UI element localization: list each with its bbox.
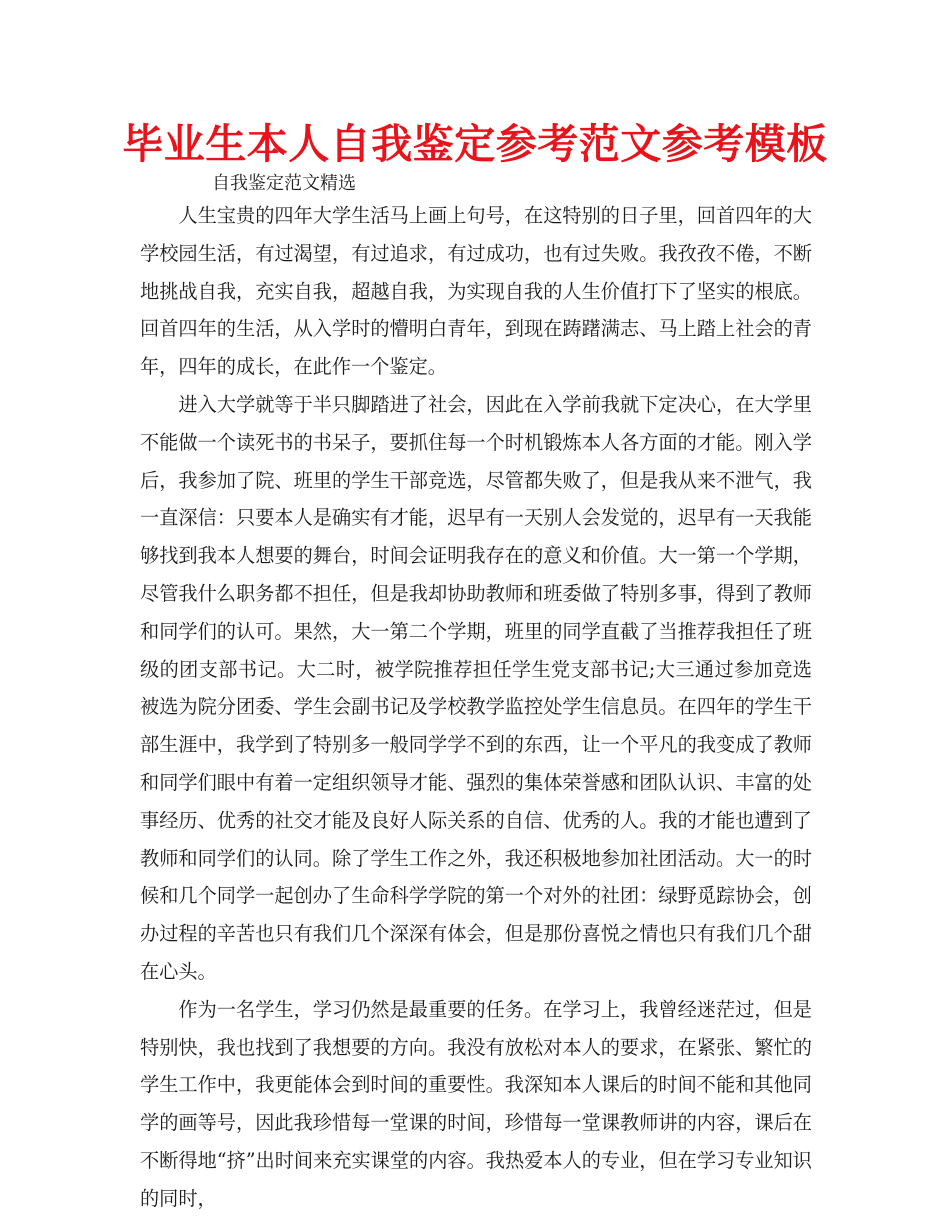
- paragraph-3: 作为一名学生，学习仍然是最重要的任务。在学习上，我曾经迷茫过，但是特别快，我也找到了我想要的方向。我没有放松对本人的要求，在紧张、繁忙的学生工作中，我更能体会到时间的重要性。我深知本人课后的时间不能和其他同学的画等号，因此我珍惜每一堂课的时间，珍惜每一堂课教师讲的内容，课后在不断得地“挤”出时间来充实课堂的内容。我热爱本人的专业，但在学习专业知识的同时，: [140, 997, 812, 1210]
- document-body: [140, 197, 812, 1218]
- document-subtitle: 自我鉴定范文精选: [212, 173, 356, 194]
- paragraph-1: 人生宝贵的四年大学生活马上画上句号，在这特别的日子里，回首四年的大学校园生活，有过渴望，有过追求，有过成功，也有过失败。我孜孜不倦，不断地挑战自我，充实自我，超越自我，为实现自我的人生价值打下了坚实的根底。回首四年的生活，从入学时的懵明白青年，到现在踌躇满志、马上踏上社会的青年，四年的成长，在此作一个鉴定。: [140, 204, 812, 379]
- document-title: 毕业生本人自我鉴定参考范文参考模板: [122, 120, 828, 168]
- paragraph-2: 进入大学就等于半只脚踏进了社会，因此在入学前我就下定决心，在大学里不能做一个读死书的书呆子，要抓住每一个时机锻炼本人各方面的才能。刚入学后，我参加了院、班里的学生干部竞选，尽管都失败了，但是我从来不泄气，我一直深信：只要本人是确实有才能，迟早有一天别人会发觉的，迟早有一天我能够找到我本人想要的舞台，时间会证明我存在的意义和价值。大一第一个学期，尽管我什么职务都不担任，但是我却协助教师和班委做了特别多事，得到了教师和同学们的认可。果然，大一第二个学期，班里的同学直截了当推荐我担任了班级的团支部书记。大二时，被学院推荐担任学生党支部书记;大三通过参加竞选被选为院分团委、学生会副书记及学校教学监控处学生信息员。在四年的学生干部生涯中，我学到了特别多一般同学学不到的东西，让一个平凡的我变成了教师和同学们眼中有着一定组织领导才能、强烈的集体荣誉感和团队认识、丰富的处事经历、优秀的社交才能及良好人际关系的自信、优秀的人。我的才能也遭到了教师和同学们的认同。除了学生工作之外，我还积极地参加社团活动。大一的时候和几个同学一起创办了生命科学学院的第一个对外的社团：绿野觅踪协会，创办过程的辛苦也只有我们几个深深有体会，但是那份喜悦之情也只有我们几个甜在心头。: [140, 392, 812, 983]
